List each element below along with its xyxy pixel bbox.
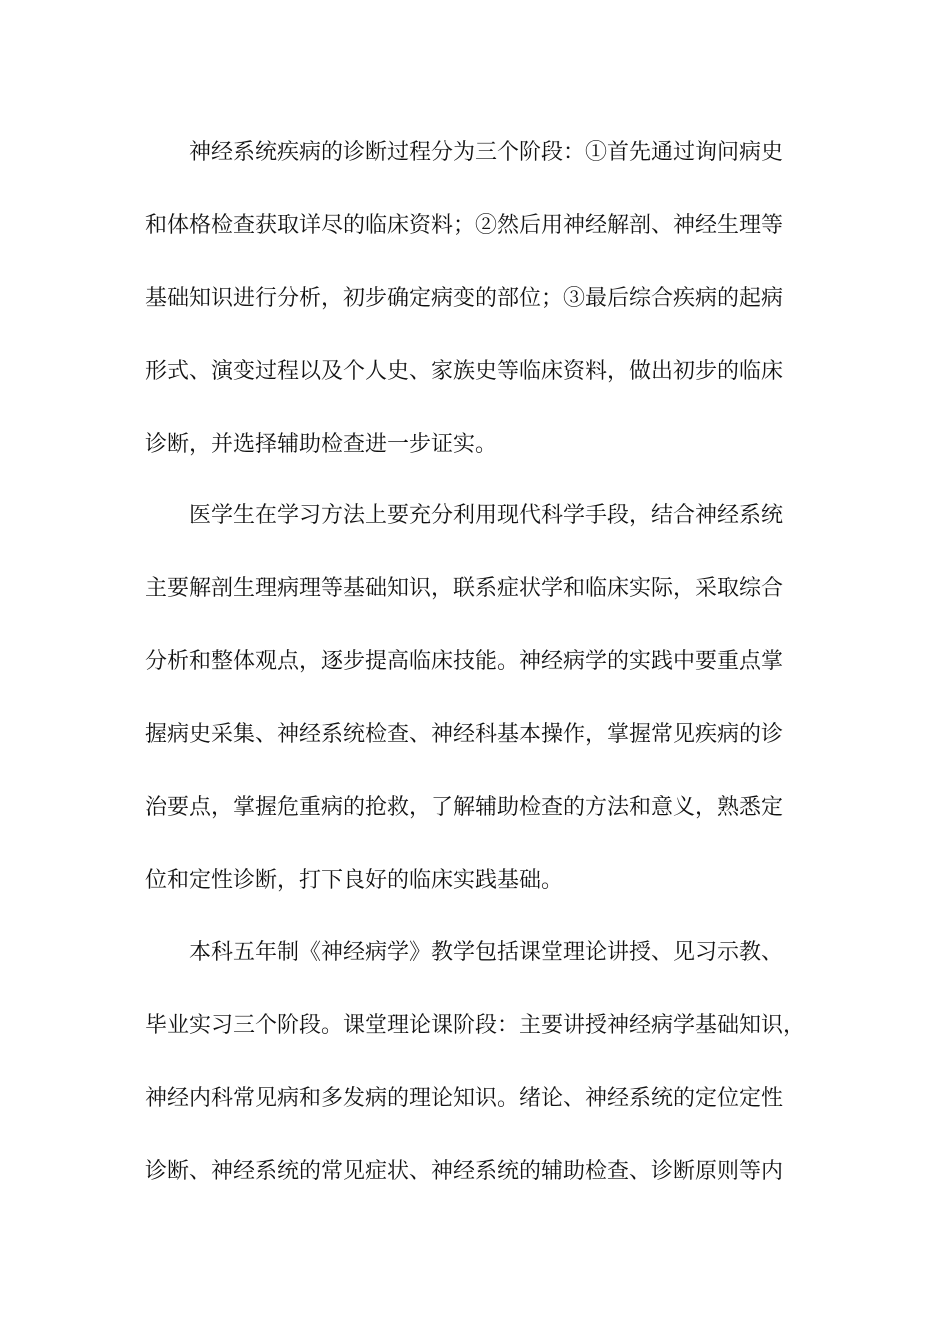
paragraph-2-line-5: 治要点，掌握危重病的抢救，了解辅助检查的方法和意义，熟悉定 [145, 795, 784, 820]
paragraph-2-line-6: 位和定性诊断，打下良好的临床实践基础。 [145, 868, 564, 893]
paragraph-1-line-3: 基础知识进行分析，初步确定病变的部位；③最后综合疾病的起病 [145, 286, 784, 311]
paragraph-2-line-1: 医学生在学习方法上要充分利用现代科学手段，结合神经系统 [189, 503, 784, 528]
paragraph-1-line-5: 诊断，并选择辅助检查进一步证实。 [145, 432, 498, 457]
paragraph-1-line-1: 神经系统疾病的诊断过程分为三个阶段：①首先通过询问病史 [189, 140, 784, 165]
paragraph-3-line-2: 毕业实习三个阶段。课堂理论课阶段：主要讲授神经病学基础知识， [145, 1013, 806, 1038]
paragraph-3-line-1: 本科五年制《神经病学》教学包括课堂理论讲授、见习示教、 [189, 940, 784, 965]
paragraph-3-line-3: 神经内科常见病和多发病的理论知识。绪论、神经系统的定位定性 [145, 1086, 784, 1111]
paragraph-2-line-4: 握病史采集、神经系统检查、神经科基本操作，掌握常见疾病的诊 [145, 722, 784, 747]
paragraph-1-line-2: 和体格检查获取详尽的临床资料；②然后用神经解剖、神经生理等 [145, 213, 784, 238]
paragraph-1-line-4: 形式、演变过程以及个人史、家族史等临床资料，做出初步的临床 [145, 359, 784, 384]
paragraph-2-line-3: 分析和整体观点，逐步提高临床技能。神经病学的实践中要重点掌 [145, 649, 784, 674]
paragraph-3-line-4: 诊断、神经系统的常见症状、神经系统的辅助检查、诊断原则等内 [145, 1159, 784, 1184]
paragraph-2-line-2: 主要解剖生理病理等基础知识，联系症状学和临床实际，采取综合 [145, 576, 784, 601]
